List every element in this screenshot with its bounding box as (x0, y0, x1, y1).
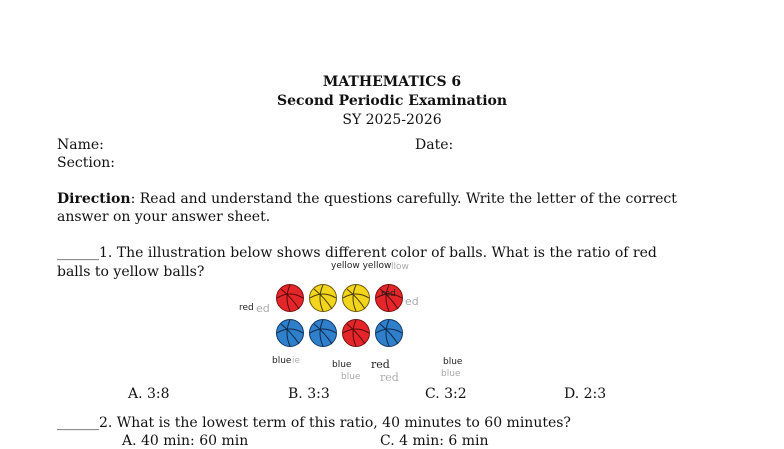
blue-label-3-faint: blue (441, 369, 461, 379)
name-field-label: Name: (57, 137, 104, 153)
question-1-choice-d: D. 2:3 (564, 386, 607, 402)
yellow-label-top: yellow yellow (331, 261, 392, 271)
question-2-text: 2. What is the lowest term of this ratio, 40 minutes to 60 minutes? (99, 415, 571, 431)
blue-label-2: blue (332, 360, 352, 370)
ball-blue-1 (277, 320, 304, 347)
exam-title: MATHEMATICS 6 (322, 74, 462, 90)
question-1-choice-b: B. 3:3 (288, 386, 330, 402)
blue-label-1: blue (272, 356, 292, 366)
exam-subtitle: Second Periodic Examination (276, 93, 508, 109)
section-field-label: Section: (57, 155, 115, 171)
school-year: SY 2025-2026 (342, 112, 442, 128)
ball-blue-2 (310, 320, 337, 347)
question-1-choice-c: C. 3:2 (425, 386, 467, 402)
red-label-right-faint: ed (405, 295, 419, 308)
blue-label-3: blue (443, 357, 463, 367)
question-2-choice-a: A. 40 min: 60 min (122, 433, 249, 449)
question-1-line-1 (57, 245, 657, 261)
ball-red-3 (343, 320, 370, 347)
red-label-left-faint: ed (256, 302, 270, 315)
answer-blank-2: ______ (57, 415, 99, 431)
question-2-line-1 (57, 415, 571, 431)
direction-line-1 (57, 191, 677, 207)
red-label-bottom-faint: red (380, 371, 399, 384)
ball-yellow-1 (310, 285, 337, 312)
yellow-label-faint: llow (391, 262, 409, 272)
ball-blue-3 (376, 320, 403, 347)
direction-text-1: : Read and understand the questions carefully. Write the letter of the correct (130, 191, 677, 207)
blue-label-2-faint: blue (341, 372, 361, 382)
direction-line-2: answer on your answer sheet. (57, 209, 271, 225)
date-field-label: Date: (415, 137, 454, 153)
red-label-bottom: red (371, 358, 390, 371)
question-1-text: 1. The illustration below shows different color of balls. What is the ratio of red (99, 245, 657, 261)
question-2-choice-c: C. 4 min: 6 min (380, 433, 489, 449)
blue-label-1-faint: ie (292, 356, 301, 366)
red-label-left: red (239, 303, 254, 313)
ball-yellow-2 (343, 285, 370, 312)
ball-red-1 (277, 285, 304, 312)
question-1-choice-a: A. 3:8 (128, 386, 170, 402)
direction-label: Direction (57, 191, 131, 207)
answer-blank: ______ (57, 245, 99, 261)
red-label-right: red (381, 289, 396, 299)
question-1-line-2: balls to yellow balls? (57, 264, 205, 280)
